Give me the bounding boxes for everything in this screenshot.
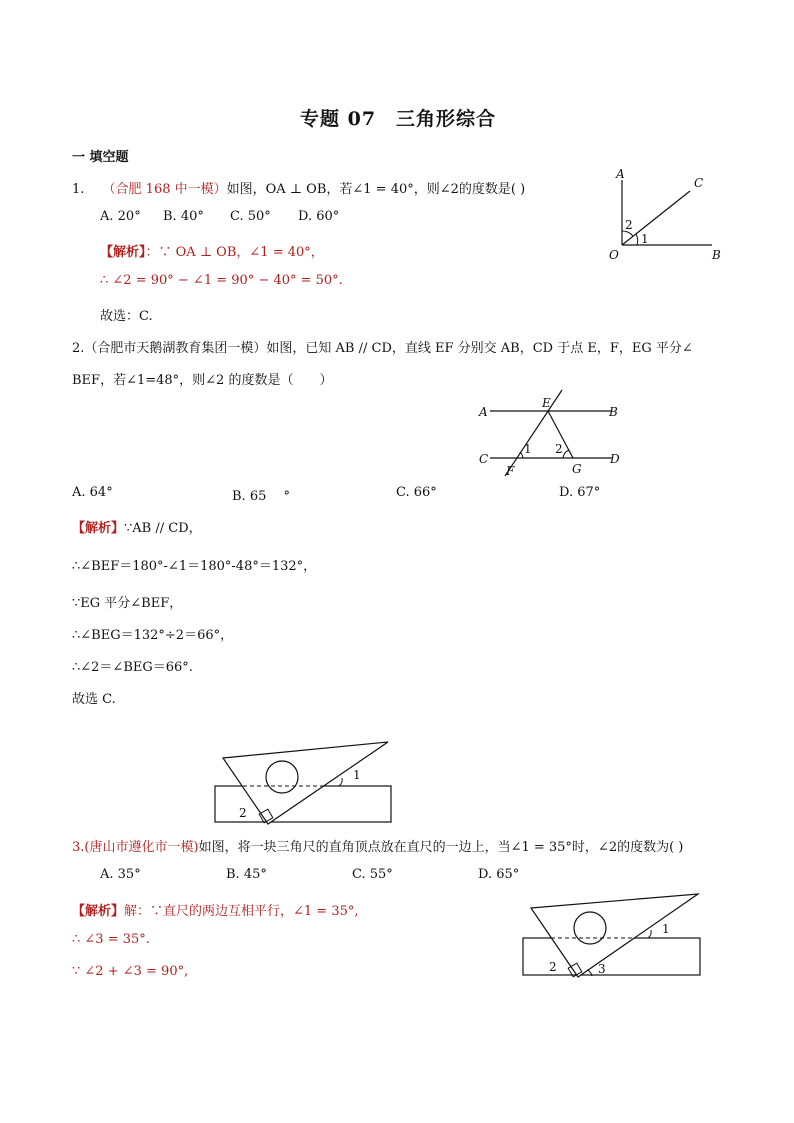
label-b: B xyxy=(712,248,721,262)
angle1-arc xyxy=(648,930,651,938)
q2-analysis-line1 xyxy=(72,517,202,536)
q1-analysis-line2: ∴ ∠2 = 90° − ∠1 = 90° − 40° = 50°. xyxy=(100,273,343,288)
label-c: C xyxy=(479,452,489,466)
q3-analysis-line2: ∴ ∠3 = 35°. xyxy=(72,932,150,947)
q1-option-a: A. 20° xyxy=(100,209,141,224)
q3-analysis-line1 xyxy=(72,900,359,919)
q3-source: 3.(唐山市遵化市一模) xyxy=(72,840,199,855)
q1-option-c: C. 50° xyxy=(230,209,271,224)
q1-option-d: D. 60° xyxy=(298,209,340,224)
q3-option-c: C. 55° xyxy=(352,867,393,882)
q2-option-b: B. 65 ° xyxy=(232,489,290,504)
q1-number: 1. xyxy=(72,182,85,197)
label-b: B xyxy=(609,405,618,419)
label-c: C xyxy=(694,176,704,190)
q3-analysis-line3: ∵ ∠2 + ∠3 = 90°, xyxy=(72,964,189,979)
q1-stem xyxy=(72,178,525,197)
angle2-arc xyxy=(563,450,569,458)
q1-text: 如图，OA ⊥ OB，若∠1 = 40°，则∠2的度数是( ) xyxy=(226,182,526,197)
angle1-arc xyxy=(520,452,523,458)
q3-analysis-label: 【解析】 xyxy=(72,904,125,919)
label-angle2: 2 xyxy=(239,806,247,820)
q2-option-c: C. 66° xyxy=(396,485,437,500)
label-angle2: 2 xyxy=(555,442,563,456)
q2-option-d: D. 67° xyxy=(559,485,601,500)
q2-step-2: ∵EG 平分∠BEF， xyxy=(72,596,183,611)
q3-analysis-text1: 解：∵直尺的两边互相平行，∠1 = 35°, xyxy=(124,904,359,919)
section-heading: 一 填空题 xyxy=(72,150,129,165)
page-title: 专题 07 三角形综合 xyxy=(300,108,497,130)
q2-line2: BEF，若∠1=48°，则∠2 的度数是（ ） xyxy=(72,373,333,388)
q3-text: 如图，将一块三角尺的直角顶点放在直尺的一边上，当∠1 = 35°时，∠2的度数为( ) xyxy=(198,840,684,855)
label-e: E xyxy=(542,396,551,410)
q3-figure-top xyxy=(210,738,400,828)
q3-figure-right xyxy=(518,890,708,980)
label-angle1: 1 xyxy=(662,922,670,936)
q3-option-d: D. 65° xyxy=(478,867,520,882)
q1-analysis-line1 xyxy=(100,241,324,260)
q2-line1: 2.（合肥市天鹅湖教育集团一模）如图，已知 AB // CD，直线 EF 分别交 AB，CD 于点 E，F，EG 平分∠ xyxy=(72,341,693,356)
q1-analysis-label: 【解析】 xyxy=(100,245,146,260)
q2-analysis-label: 【解析】 xyxy=(72,521,125,536)
q1-answer: 故选：C. xyxy=(100,309,153,324)
label-f: F xyxy=(506,464,515,478)
label-angle2: 2 xyxy=(625,218,633,232)
q3-option-a: A. 35° xyxy=(100,867,141,882)
label-angle2: 2 xyxy=(549,960,557,974)
q1-source: （合肥 168 中一模） xyxy=(102,182,227,197)
q2-figure xyxy=(476,392,636,482)
label-g: G xyxy=(572,462,582,476)
label-a: A xyxy=(479,405,488,419)
q2-step-1: ∴∠BEF＝180°-∠1＝180°-48°＝132°， xyxy=(72,559,317,574)
q2-option-a: A. 64° xyxy=(72,485,113,500)
label-d: D xyxy=(610,452,620,466)
q1-option-b: B. 40° xyxy=(163,209,204,224)
label-angle3: 3 xyxy=(598,962,606,976)
q2-step-5: 故选 C. xyxy=(72,692,116,707)
label-angle1: 1 xyxy=(641,232,649,246)
set-square xyxy=(223,742,388,824)
label-a: A xyxy=(616,167,625,181)
q2-step-4: ∴∠2＝∠BEG＝66°. xyxy=(72,660,193,675)
label-o: O xyxy=(609,248,619,262)
q1-figure xyxy=(600,165,730,265)
angle1-arc xyxy=(636,234,638,245)
label-angle1: 1 xyxy=(524,442,532,456)
q3-stem xyxy=(72,836,683,855)
q3-option-b: B. 45° xyxy=(226,867,267,882)
q1-analysis-text1: ：∵ OA ⊥ OB，∠1 = 40°， xyxy=(145,245,324,260)
q2-step-3: ∴∠BEG＝132°÷2＝66°， xyxy=(72,628,234,643)
q2-analysis-first: ∵AB // CD， xyxy=(124,521,202,536)
label-angle1: 1 xyxy=(353,768,361,782)
angle1-arc xyxy=(339,778,342,786)
